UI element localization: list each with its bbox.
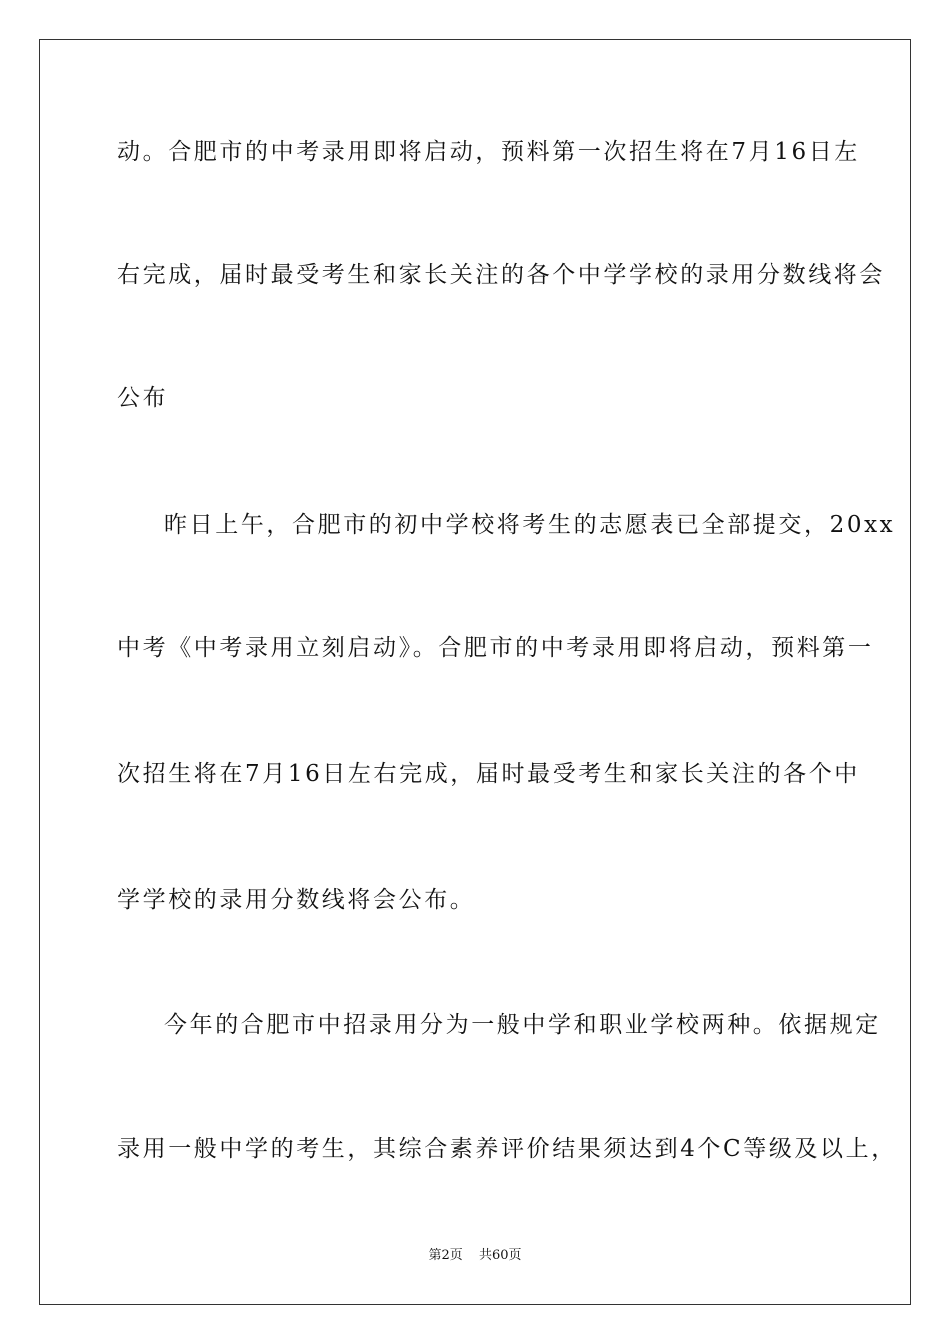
page-total: 共60页 [478,1248,522,1263]
paragraph-line: 公布 [117,385,169,411]
page-border [39,39,911,1305]
paragraph-line: 今年的合肥市中招录用分为一般中学和职业学校两种。依据规定 [164,1012,881,1038]
paragraph-line: 中考《中考录用立刻启动》。合肥市的中考录用即将启动，预料第一 [117,635,874,661]
page-footer [0,1247,950,1265]
paragraph-line: 昨日上午，合肥市的初中学校将考生的志愿表已全部提交，20xx [164,512,896,538]
paragraph-line: 动。合肥市的中考录用即将启动，预料第一次招生将在7月16日左 [117,139,860,165]
page-number: 第2页 [428,1248,463,1263]
paragraph-line: 右完成，届时最受考生和家长关注的各个中学学校的录用分数线将会 [117,262,885,288]
paragraph-line: 次招生将在7月16日左右完成，届时最受考生和家长关注的各个中 [117,761,860,787]
paragraph-line: 录用一般中学的考生，其综合素养评价结果须达到4个C等级及以上， [117,1136,897,1162]
paragraph-line: 学学校的录用分数线将会公布。 [117,887,476,913]
